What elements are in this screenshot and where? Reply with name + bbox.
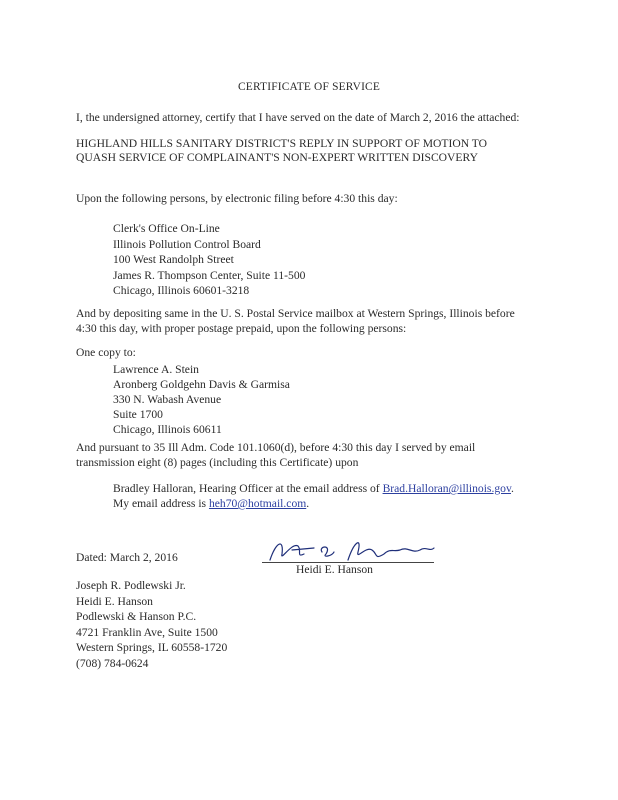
mail-service-intro [76, 306, 515, 336]
address-line: James R. Thompson Center, Suite 11-500 [113, 268, 306, 282]
page-title: CERTIFICATE OF SERVICE [237, 81, 381, 93]
firm-line: Podlewski & Hanson P.C. [76, 610, 197, 623]
address-line: Aronberg Goldgehn Davis & Garmisa [113, 378, 290, 391]
paragraph-line: And pursuant to 35 Ill Adm. Code 101.1060(d), before 4:30 this day I served by email [76, 441, 476, 454]
document-subject [76, 137, 487, 165]
clerk-address-block [113, 221, 305, 299]
subject-line: HIGHLAND HILLS SANITARY DISTRICT'S REPLY IN SUPPORT OF MOTION TO [76, 137, 488, 150]
paragraph-line: And by depositing same in the U. S. Postal Service mailbox at Western Springs, Illinois before [76, 307, 515, 320]
email-recipients [113, 481, 514, 511]
paragraph-line: 4:30 this day, with proper postage prepaid, upon the following persons: [76, 322, 407, 335]
address-line: Lawrence A. Stein [113, 363, 199, 376]
punctuation: . [510, 482, 514, 495]
firm-line: Western Springs, IL 60558-1720 [76, 641, 228, 654]
address-line: Chicago, Illinois 60601-3218 [113, 284, 250, 297]
electronic-filing-intro: Upon the following persons, by electronic filing before 4:30 this day: [76, 192, 398, 205]
paragraph-line: transmission eight (8) pages (including this Certificate) upon [76, 456, 359, 469]
email-service-intro [76, 440, 475, 470]
my-email-text: My email address is [113, 497, 209, 510]
dated-line: Dated: March 2, 2016 [76, 551, 178, 564]
certify-statement: I, the undersigned attorney, certify that I have served on the date of March 2, 2016 the attached: [76, 111, 520, 124]
address-line: Chicago, Illinois 60611 [113, 423, 222, 436]
address-line: 330 N. Wabash Avenue [113, 393, 222, 406]
hearing-officer-text: Bradley Halloran, Hearing Officer at the email address of [113, 482, 383, 495]
address-line: Illinois Pollution Control Board [113, 237, 261, 251]
subject-line: QUASH SERVICE OF COMPLAINANT'S NON-EXPERT WRITTEN DISCOVERY [76, 151, 478, 164]
punctuation: . [306, 497, 310, 510]
firm-line: Joseph R. Podlewski Jr. [76, 579, 186, 592]
my-email-link[interactable]: heh70@hotmail.com [208, 497, 307, 510]
firm-line: Heidi E. Hanson [76, 594, 153, 608]
firm-line: 4721 Franklin Ave, Suite 1500 [76, 625, 218, 639]
firm-contact-block [76, 578, 227, 671]
stein-address-block [113, 362, 290, 437]
address-line: Clerk's Office On-Line [113, 222, 220, 235]
signer-name: Heidi E. Hanson [296, 563, 373, 576]
firm-line: (708) 784-0624 [76, 656, 149, 670]
my-email-line [113, 496, 514, 511]
address-line: 100 West Randolph Street [113, 253, 234, 266]
address-line: Suite 1700 [113, 408, 163, 421]
hearing-officer-email-link[interactable]: Brad.Halloran@illinois.gov [382, 482, 511, 495]
one-copy-label: One copy to: [76, 346, 136, 359]
hearing-officer-line [113, 481, 514, 496]
